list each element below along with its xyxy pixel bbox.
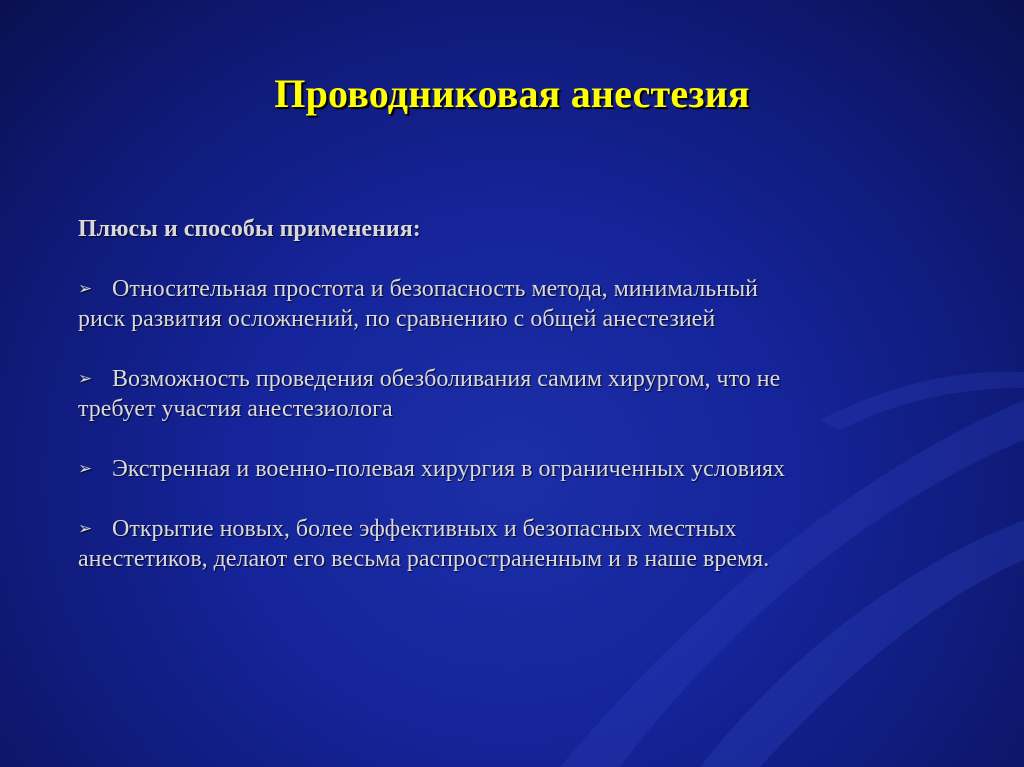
bullet-text-line2: анестетиков, делают его весьма распространенным и в наше время. (78, 546, 770, 572)
slide-title: Проводниковая анестезия (274, 71, 750, 116)
arrow-bullet-icon: ➢ (78, 369, 93, 389)
bullet-text-line2: риск развития осложнений, по сравнению с общей анестезией (78, 306, 716, 332)
arrow-bullet-icon: ➢ (78, 459, 93, 479)
bullet-text-line1: Относительная простота и безопасность метода, минимальный (112, 276, 758, 302)
bullet-item-1 (78, 274, 958, 334)
bullet-text-line1: Открытие новых, более эффективных и безопасных местных (112, 516, 737, 542)
bullet-text-line2: требует участия анестезиолога (78, 396, 393, 422)
bullet-item-2 (78, 364, 958, 424)
arrow-bullet-icon: ➢ (78, 279, 93, 299)
slide-content (78, 214, 958, 604)
bullet-text-line1: Возможность проведения обезболивания самим хирургом, что не (112, 366, 781, 392)
bullet-text-line1: Экстренная и военно-полевая хирургия в ограниченных условиях (112, 456, 786, 482)
bullet-item-3 (78, 454, 958, 484)
bullet-item-4 (78, 514, 958, 574)
arrow-bullet-icon: ➢ (78, 519, 93, 539)
slide-subtitle: Плюсы и способы применения: (78, 216, 421, 242)
